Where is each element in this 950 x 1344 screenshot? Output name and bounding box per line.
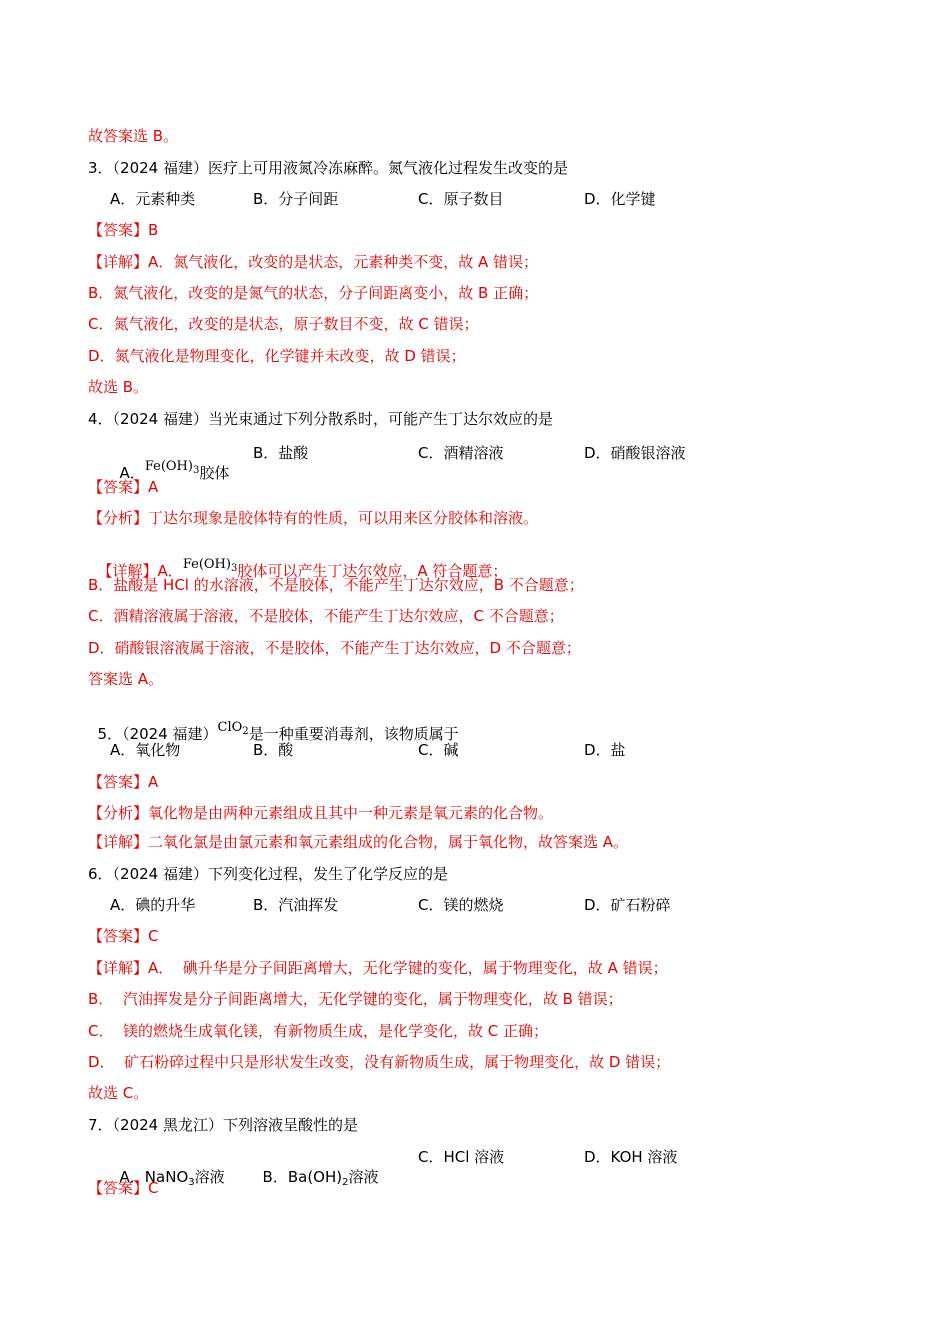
explanation-line: 答案选 A。 bbox=[88, 670, 164, 688]
option-b: B．酸 bbox=[253, 741, 294, 759]
option-label: A． bbox=[119, 464, 145, 482]
question-5: 5．（2024 福建）ClO$_2$是一种重要消毒剂，该物质属于 bbox=[97, 720, 459, 743]
answer-line: 故答案选 B。 bbox=[88, 127, 179, 145]
option-d: D．矿石粉碎 bbox=[584, 896, 671, 914]
explanation-line: D． 矿石粉碎过程中只是形状发生改变，没有新物质生成，属于物理变化，故 D 错误； bbox=[88, 1053, 671, 1071]
answer: 【答案】C bbox=[88, 927, 159, 945]
explanation-line: 【详解】A．$Fe(OH)_3$胶体可以产生丁达尔效应，A 符合题意； bbox=[97, 557, 508, 580]
option-c: C．HCl 溶液 bbox=[418, 1148, 505, 1166]
explanation-line: C． 镁的燃烧生成氧化镁，有新物质生成，是化学变化，故 C 正确； bbox=[88, 1022, 549, 1040]
answer: 【答案】A bbox=[88, 478, 159, 496]
question-3: 3．（2024 福建）医疗上可用液氮冷冻麻醉。氮气液化过程发生改变的是 bbox=[88, 159, 568, 177]
option-b: B．盐酸 bbox=[253, 444, 309, 462]
option-c: C．镁的燃烧 bbox=[418, 896, 504, 914]
option-a: A．氧化物 bbox=[110, 741, 181, 759]
explanation-line: B．氮气液化，改变的是氮气的状态，分子间距离变小，故 B 正确； bbox=[88, 284, 539, 302]
answer: 【答案】A bbox=[88, 773, 159, 791]
explanation-line: C．酒精溶液属于溶液，不是胶体，不能产生丁达尔效应，C 不合题意； bbox=[88, 607, 564, 625]
explanation-line: 故选 B。 bbox=[88, 378, 149, 396]
analysis: 【分析】氧化物是由两种元素组成且其中一种元素是氧元素的化合物。 bbox=[88, 804, 554, 822]
explanation-line: D．氮气液化是物理变化，化学键并未改变，故 D 错误； bbox=[88, 347, 466, 365]
option-b: B．汽油挥发 bbox=[253, 896, 339, 914]
option-b: B．$Ba(OH)_2$溶液 bbox=[262, 1168, 379, 1188]
option-d: D．盐 bbox=[584, 741, 626, 759]
answer: 【答案】B bbox=[88, 221, 159, 239]
explanation-line: 故选 C。 bbox=[88, 1084, 149, 1102]
option-a: A．元素种类 bbox=[110, 190, 196, 208]
option-d: D．化学键 bbox=[584, 190, 656, 208]
answer: 【答案】C bbox=[88, 1179, 159, 1197]
option-c: C．原子数目 bbox=[418, 190, 504, 208]
explanation-line: 【详解】A．氮气液化，改变的是状态，元素种类不变，故 A 错误； bbox=[88, 253, 539, 271]
option-c: C．酒精溶液 bbox=[418, 444, 504, 462]
explanation-line: B．盐酸是 HCl 的水溶液，不是胶体，不能产生丁达尔效应，B 不合题意； bbox=[88, 576, 584, 594]
option-a: A．碘的升华 bbox=[110, 896, 196, 914]
question-7: 7．（2024 黑龙江）下列溶液呈酸性的是 bbox=[88, 1116, 358, 1134]
explanation-line: D．硝酸银溶液属于溶液，不是胶体，不能产生丁达尔效应，D 不合题意； bbox=[88, 639, 581, 657]
option-a: A．NaNO$_3$溶液 bbox=[119, 1168, 225, 1188]
option-d: D．硝酸银溶液 bbox=[584, 444, 686, 462]
analysis: 【分析】丁达尔现象是胶体特有的性质，可以用来区分胶体和溶液。 bbox=[88, 509, 539, 527]
explanation-line: 【详解】A． 碘升华是分子间距离增大，无化学键的变化，属于物理变化，故 A 错误； bbox=[88, 959, 668, 977]
question-6: 6．（2024 福建）下列变化过程，发生了化学反应的是 bbox=[88, 865, 448, 883]
option-b: B．分子间距 bbox=[253, 190, 339, 208]
chem-formula: $Fe(OH)_3$ bbox=[144, 459, 200, 476]
explanation-line: 【详解】二氧化氯是由氯元素和氧元素组成的化合物，属于氧化物，故答案选 A。 bbox=[88, 833, 629, 851]
explanation-line: B． 汽油挥发是分子间距离增大，无化学键的变化，属于物理变化，故 B 错误； bbox=[88, 990, 623, 1008]
option-d: D．KOH 溶液 bbox=[584, 1148, 678, 1166]
option-c: C．碱 bbox=[418, 741, 459, 759]
chem-formula: ClO$_2$ bbox=[217, 720, 249, 737]
question-4: 4．（2024 福建）当光束通过下列分散系时，可能产生丁达尔效应的是 bbox=[88, 410, 553, 428]
explanation-line: C．氮气液化，改变的是状态，原子数目不变，故 C 错误； bbox=[88, 315, 479, 333]
chem-formula: $Fe(OH)_3$ bbox=[182, 557, 238, 574]
option-a: A．$Fe(OH)_3$胶体 bbox=[119, 459, 230, 482]
